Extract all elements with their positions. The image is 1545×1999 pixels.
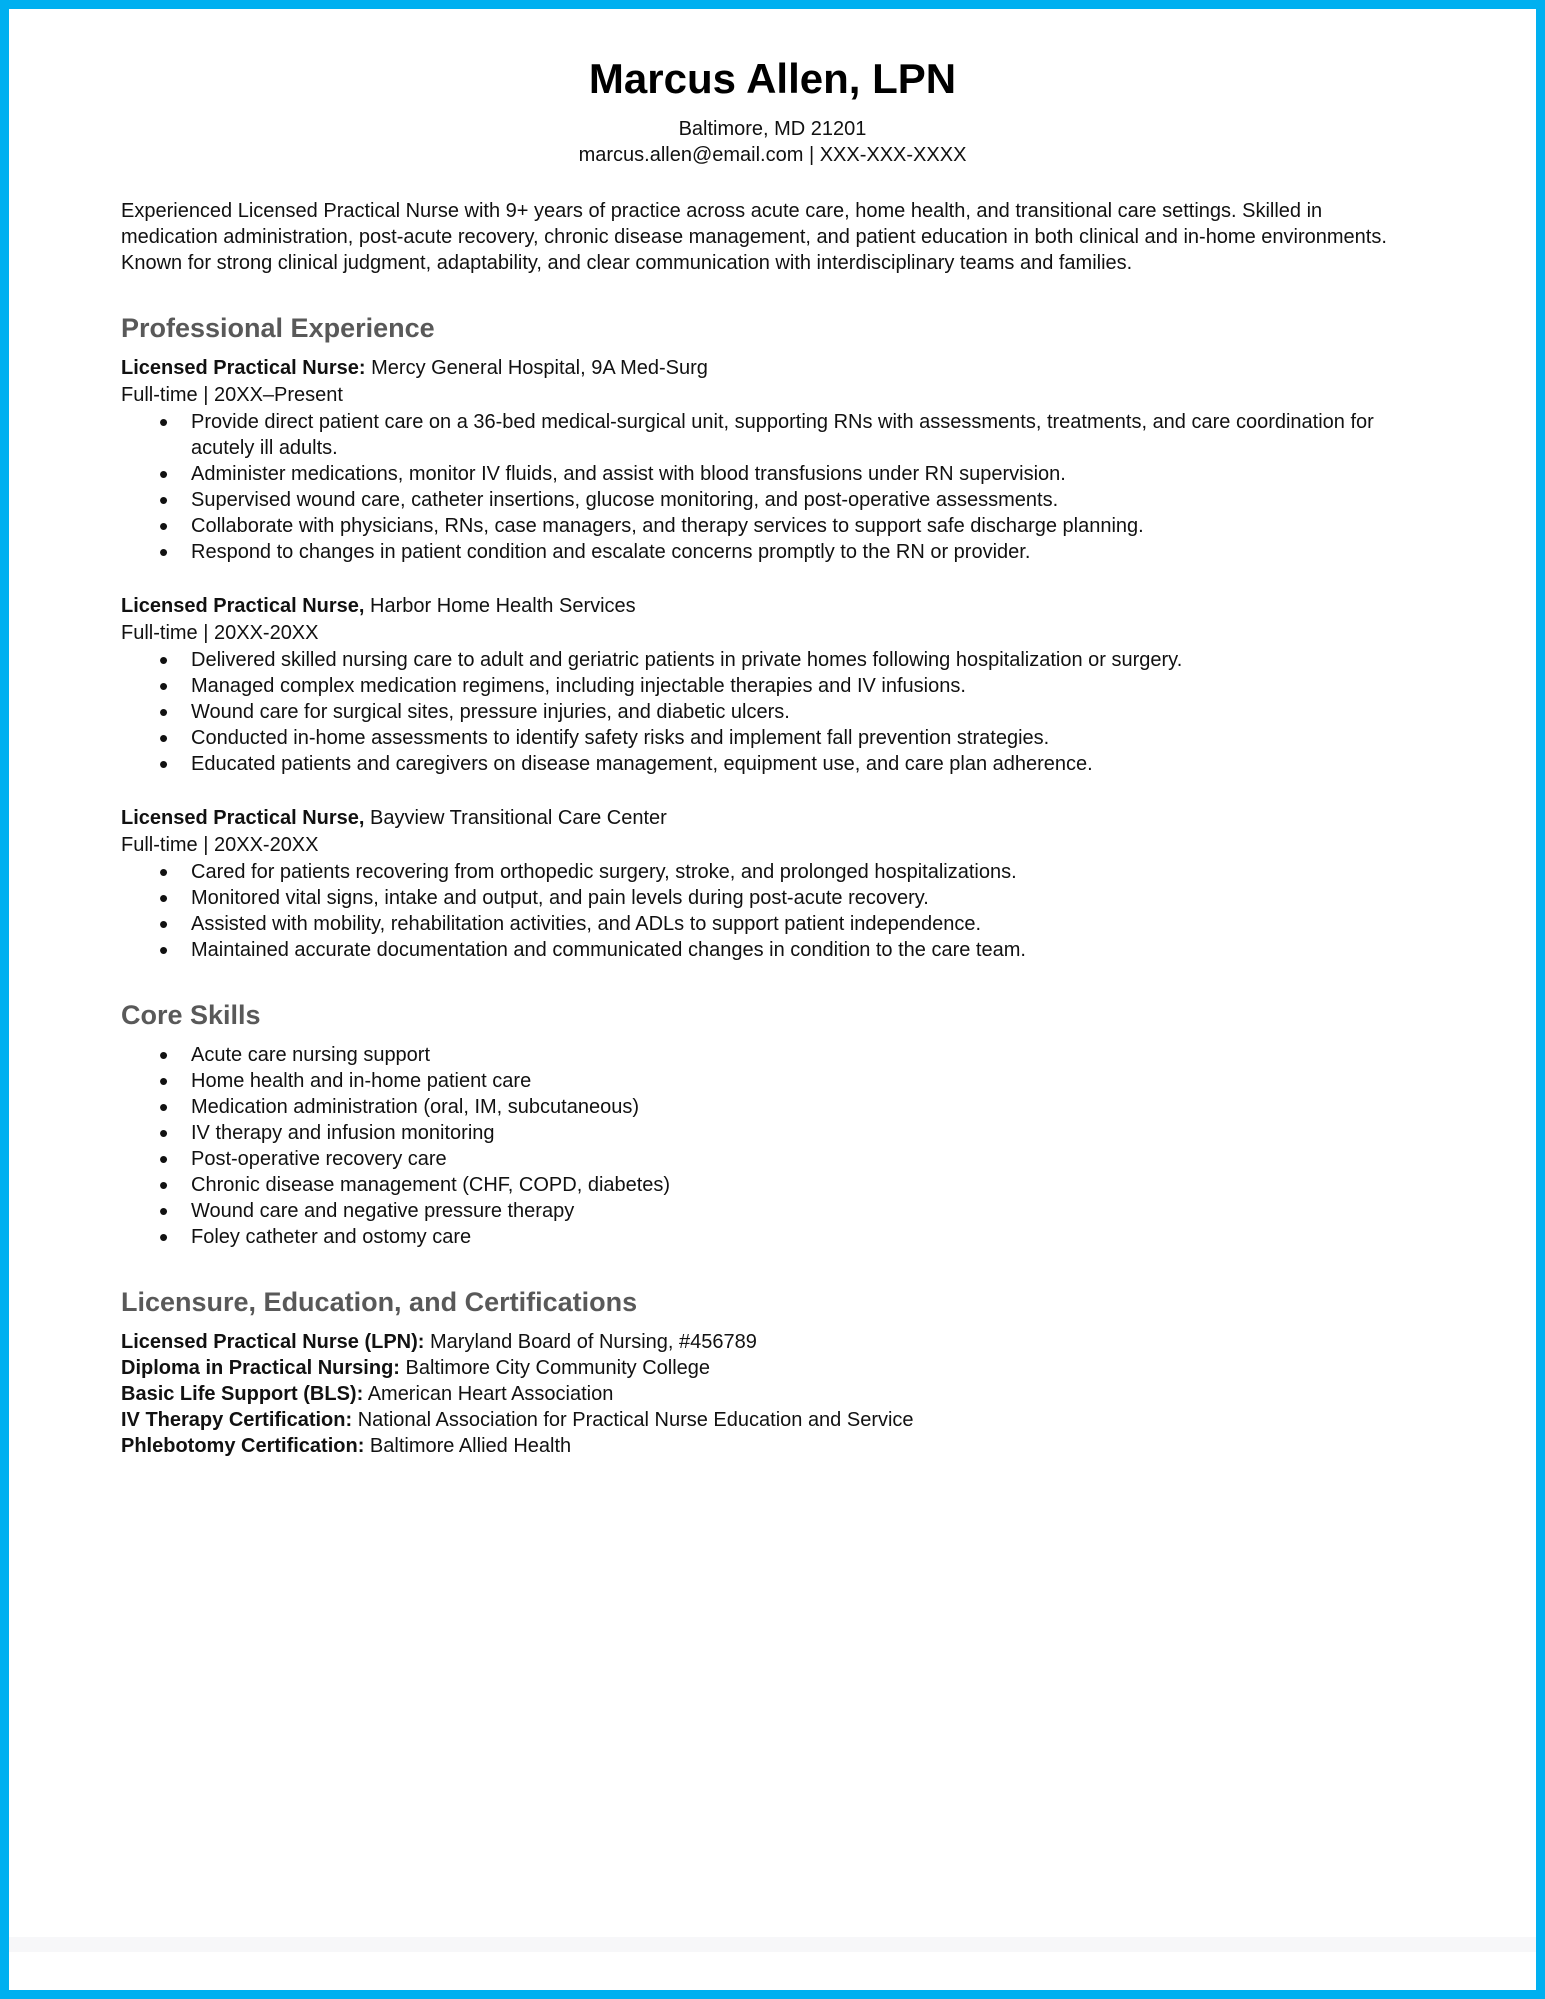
credential-value: Baltimore City Community College	[399, 1357, 711, 1379]
skills-list	[121, 1042, 1424, 1250]
bullet-item: • Assisted with mobility, rehabilitation activities, and ADLs to support patient independence.	[121, 911, 1424, 937]
bullet-item: • Monitored vital signs, intake and output, and pain levels during post-acute recovery.	[121, 885, 1424, 911]
bullet-item: • Supervised wound care, catheter insertions, glucose monitoring, and post-operative assessments.	[121, 487, 1424, 513]
section-title-credentials: Licensure, Education, and Certifications	[121, 1287, 638, 1317]
bullet-item: • Provide direct patient care on a 36-bed medical-surgical unit, supporting RNs with assessments, treatments, and care coordination for acutely ill adults.	[121, 409, 1424, 461]
job-title-line	[121, 593, 1424, 620]
bullet-item: • Wound care for surgical sites, pressure injuries, and diabetic ulcers.	[121, 699, 1424, 725]
credential-line	[121, 1355, 1424, 1381]
bullet-item: • Administer medications, monitor IV fluids, and assist with blood transfusions under RN supervision.	[121, 461, 1424, 487]
job-meta: Full-time | 20XX-20XX	[121, 622, 319, 644]
job-role: Licensed Practical Nurse:	[121, 357, 366, 379]
job-meta: Full-time | 20XX–Present	[121, 384, 343, 406]
page-bottom-shading	[9, 1937, 1536, 1952]
credential-label: Licensed Practical Nurse (LPN):	[121, 1331, 425, 1353]
bullet-item: • Maintained accurate documentation and communicated changes in condition to the care team.	[121, 937, 1424, 963]
bullet-item: • Conducted in-home assessments to identify safety risks and implement fall prevention strategies.	[121, 725, 1424, 751]
job-bullet-list	[121, 859, 1424, 963]
job-bullet-list	[121, 409, 1424, 565]
skill-item: • Medication administration (oral, IM, subcutaneous)	[121, 1094, 1424, 1120]
job-entry-2	[121, 593, 1424, 777]
credential-label: Basic Life Support (BLS):	[121, 1383, 364, 1405]
bullet-item: • Respond to changes in patient condition and escalate concerns promptly to the RN or provider.	[121, 539, 1424, 565]
credential-line	[121, 1329, 1424, 1355]
skill-item: • Foley catheter and ostomy care	[121, 1224, 1424, 1250]
contact-block	[121, 116, 1424, 168]
bullet-item: • Educated patients and caregivers on disease management, equipment use, and care plan adherence.	[121, 751, 1424, 777]
job-meta: Full-time | 20XX-20XX	[121, 834, 319, 856]
credential-line	[121, 1407, 1424, 1433]
credential-label: IV Therapy Certification:	[121, 1409, 353, 1431]
bullet-item: • Delivered skilled nursing care to adult and geriatric patients in private homes following hospitalization or surgery.	[121, 647, 1424, 673]
credential-value: National Association for Practical Nurse Education and Service	[352, 1409, 914, 1431]
section-title-experience: Professional Experience	[121, 313, 435, 343]
bullet-item: • Collaborate with physicians, RNs, case managers, and therapy services to support safe discharge planning.	[121, 513, 1424, 539]
skill-item: • IV therapy and infusion monitoring	[121, 1120, 1424, 1146]
candidate-email-phone: marcus.allen@email.com | XXX-XXX-XXXX	[578, 144, 967, 166]
credential-line	[121, 1433, 1424, 1459]
job-entry-3	[121, 805, 1424, 963]
credential-value: American Heart Association	[363, 1383, 614, 1405]
credentials-list	[121, 1329, 1424, 1459]
candidate-name: Marcus Allen, LPN	[588, 55, 957, 102]
job-bullet-list	[121, 647, 1424, 777]
skill-item: • Wound care and negative pressure therapy	[121, 1198, 1424, 1224]
skill-item: • Chronic disease management (CHF, COPD, diabetes)	[121, 1172, 1424, 1198]
credential-label: Diploma in Practical Nursing:	[121, 1357, 400, 1379]
job-entry-1	[121, 355, 1424, 565]
job-org: Bayview Transitional Care Center	[364, 807, 667, 829]
credential-line	[121, 1381, 1424, 1407]
job-org: Harbor Home Health Services	[364, 595, 636, 617]
credential-value: Baltimore Allied Health	[364, 1435, 572, 1457]
job-org: Mercy General Hospital, 9A Med-Surg	[365, 357, 708, 379]
skill-item: • Acute care nursing support	[121, 1042, 1424, 1068]
job-title-line	[121, 805, 1424, 832]
credential-value: Maryland Board of Nursing, #456789	[424, 1331, 757, 1353]
bullet-item: • Managed complex medication regimens, including injectable therapies and IV infusions.	[121, 673, 1424, 699]
skill-item: • Post-operative recovery care	[121, 1146, 1424, 1172]
candidate-location: Baltimore, MD 21201	[678, 118, 867, 140]
job-role: Licensed Practical Nurse,	[121, 807, 365, 829]
professional-summary: Experienced Licensed Practical Nurse with 9+ years of practice across acute care, home health, and transitional care settings. Skilled in medication administration, post-acute recovery, chronic disease management, and patient education in both clinical and in-home environments. Known for strong clinical judgment, adaptability, and clear communication with interdisciplinary teams and families.	[121, 200, 1387, 274]
job-role: Licensed Practical Nurse,	[121, 595, 365, 617]
section-title-core-skills: Core Skills	[121, 1000, 261, 1030]
job-title-line	[121, 355, 1424, 382]
bullet-item: • Cared for patients recovering from orthopedic surgery, stroke, and prolonged hospitalizations.	[121, 859, 1424, 885]
resume-document	[9, 9, 1536, 1459]
credential-label: Phlebotomy Certification:	[121, 1435, 365, 1457]
skill-item: • Home health and in-home patient care	[121, 1068, 1424, 1094]
